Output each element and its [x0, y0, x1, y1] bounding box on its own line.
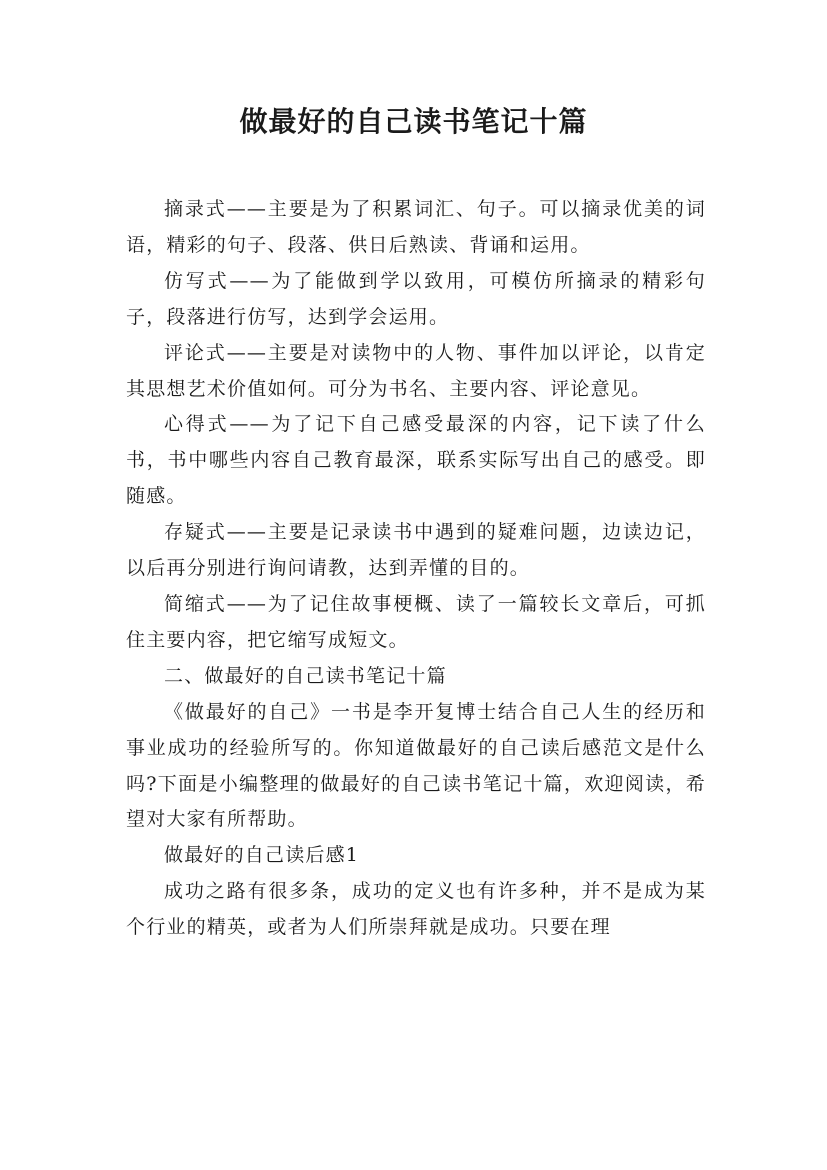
document-title: 做最好的自己读书笔记十篇	[239, 105, 588, 138]
essay-heading: 做最好的自己读后感1	[164, 844, 360, 867]
paragraph-intro: 《做最好的自己》一书是李开复博士结合自己人生的经历和事业成功的经验所写的。你知道做最好的自己读后感范文是什么吗?下面是小编整理的做最好的自己读书笔记十篇，欢迎阅读，希望对大家有所帮助。	[126, 700, 706, 831]
paragraph-essay-start: 成功之路有很多条，成功的定义也有许多种，并不是成为某个行业的精英，或者为人们所崇拜就是成功。只要在理	[126, 880, 706, 939]
paragraph-summary-style: 简缩式——为了记住故事梗概、读了一篇较长文章后，可抓住主要内容，把它缩写成短文。	[126, 592, 706, 651]
paragraph-excerpt-style: 摘录式——主要是为了积累词汇、句子。可以摘录优美的词语，精彩的句子、段落、供日后熟读、背诵和运用。	[126, 198, 706, 256]
paragraph-question-style: 存疑式——主要是记录读书中遇到的疑难问题，边读边记，以后再分别进行询问请教，达到弄懂的目的。	[126, 521, 706, 580]
paragraph-reflection-style: 心得式——为了记下自己感受最深的内容，记下读了什么书，书中哪些内容自己教育最深，联系实际写出自己的感受。即随感。	[126, 413, 706, 508]
paragraph-commentary-style: 评论式——主要是对读物中的人物、事件加以评论，以肯定其思想艺术价值如何。可分为书名、主要内容、评论意见。	[126, 341, 706, 400]
paragraph-imitation-style: 仿写式——为了能做到学以致用，可模仿所摘录的精彩句子，段落进行仿写，达到学会运用。	[126, 269, 706, 328]
section-heading: 二、做最好的自己读书笔记十篇	[164, 664, 447, 687]
document-body	[126, 192, 706, 946]
